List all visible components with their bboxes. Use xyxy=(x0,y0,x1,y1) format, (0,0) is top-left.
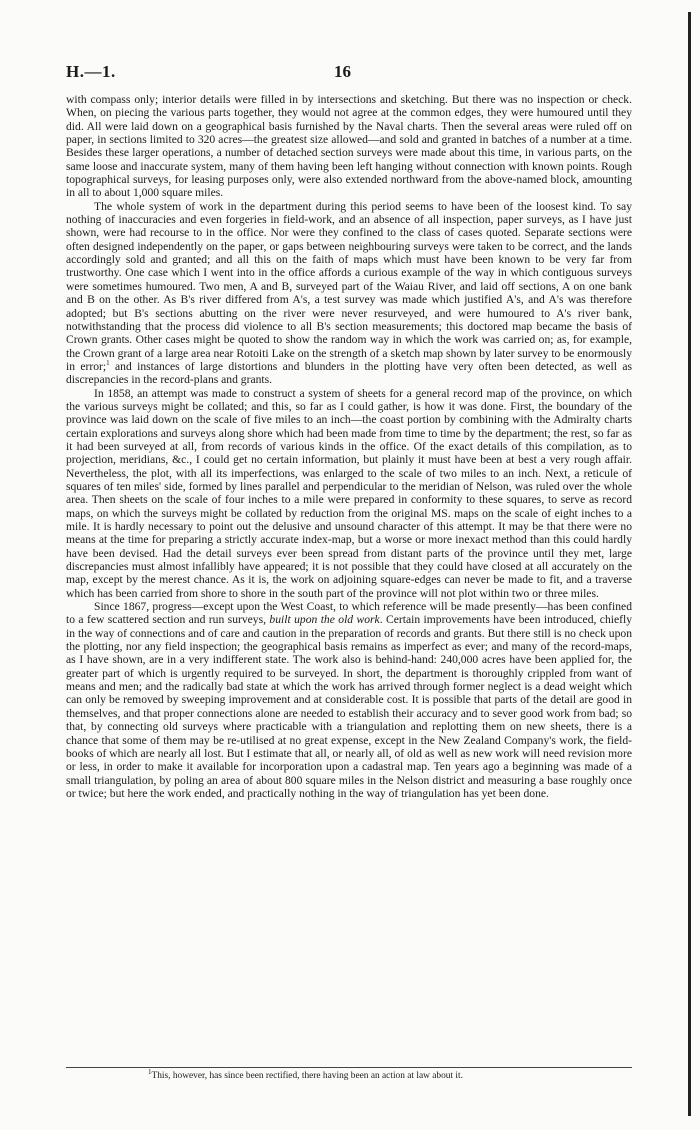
paragraph-text: and instances of large distortions and blunders in the plotting have very often been detected, as well as discrepancies in the record-plans and grants. xyxy=(66,359,632,387)
body-paragraph xyxy=(66,200,632,387)
paragraph-text: built upon the old work xyxy=(269,613,380,627)
body-paragraph xyxy=(66,600,632,800)
body-text xyxy=(66,93,632,800)
document-id: H.—1. xyxy=(66,62,116,81)
paragraph-text: with compass only; interior details were filled in by intersections and sketching. But there was no inspection or check. When, on piecing the various parts together, they would not agree at the common edges, they were humoured until they did. All were laid down on a geographical basis furnished by the Naval charts. Then the several areas were ruled off on paper, in sections limited to 320 acres—the greatest size allowed—and sold and granted in batches of a number at a time. Besides these larger operations, a number of detached section surveys were made about this time, in various parts, on the same loose and inaccurate system, many of them having been left hanging without connection with known points. Rough topographical surveys, for leasing purposes only, were also extended northward from the above-named block, amounting in all to about 1,000 square miles. xyxy=(66,93,632,200)
paragraph-text: The whole system of work in the department during this period seems to have been of the loosest kind. To say nothing of inaccuracies and even forgeries in field-work, and an absence of all inspection, paper surveys, as I have just shown, were had recourse to in the office. Nor were they confined to the class of cases quoted. Separate sections were often designed independently on the paper, or gaps between neighbouring surveys were taken to be correct, and the lands accordingly sold and granted; and all this on the faith of maps which must have been known to be very far from trustworthy. One case which I went into in the office affords a curious example of the way in which contiguous surveys were sometimes humoured. Two men, A and B, surveyed part of the Waiau River, and laid off sections, A on one bank and B on the other. As B's river differed from A's, a test survey was made which justified A's, and A's was therefore adopted; but B's sections abutting on the river were never resurveyed, and were humoured to A's river bank, notwithstanding that the process did violence to all B's section measurements; this doctored map became the basis of Crown grants. Other cases might be quoted to show the random way in which the work was carried on; as, for example, the Crown grant of a large area near Rotoiti Lake on the strength of a sketch map shown by later survey to be enormously in error; xyxy=(66,199,632,373)
paragraph-text: Since 1867, progress—except upon the West Coast, to which reference will be made presently—has been confined to a few scattered section and run surveys, xyxy=(66,600,632,627)
body-paragraph xyxy=(66,93,632,200)
paragraph-text: . Certain improvements have been introduced, chiefly in the way of connections and of care and caution in the preparation of records and grants. But there still is no check upon the plotting, nor any field inspection; the geographical basis remains as imperfect as ever; and many of the record-maps, as I have shown, are in a very indifferent state. The work also is behind-hand: 240,000 acres have been applied for, the greater part of which is urgently required to be surveyed. In short, the department is thoroughly crippled from want of means and men; and the radically bad state at which the work has arrived through former neglect is a dead weight which can only be removed by sweeping improvement and at considerable cost. It is possible that parts of the detail are good in themselves, and that proper connections alone are needed to establish their accuracy and to sever good work from bad; so that, by connecting old surveys where practicable with a triangulation and replotting them on new sheets, there is a chance that some of them may be re-utilised at no great expense, except in the New Zealand Company's work, the field-books of which are nearly all lost. But I estimate that all, or nearly all, of old as well as new work will need revision more or less, in order to make it available for incorporation upon a cadastral map. Ten years ago a beginning was made of a small triangulation, by poling an area of about 800 square miles in the Nelson district and measuring a base roughly once or twice; but here the work ended, and practically nothing in the way of triangulation has yet been done. xyxy=(66,613,632,800)
page-number: 16 xyxy=(334,62,351,81)
footnote-reference: 1 xyxy=(106,359,110,368)
footnote-marker: 1 xyxy=(148,1067,152,1076)
paragraph-text: In 1858, an attempt was made to construct a system of sheets for a general record map of the province, on which the various surveys might be collated; and this, so far as I could gather, is how it was done. First, the boundary of the province was laid down on the scale of five miles to an inch—the coast portion by combining with the Admiralty charts certain explorations and surveys along shore which had been made from time to time by the department; the rest, so far as it had been surveyed at all, from records of various kinds in the office. Of the exact details of this compilation, as to projection, meridians, &c., I could get no certain information, but plainly it must have been at best a very rough affair. Nevertheless, the plot, with all its imperfections, was enlarged to the scale of two miles to an inch. Next, a reticule of squares of ten miles' side, formed by lines parallel and perpendicular to the meridian of Nelson, was ruled over the whole area. Then sheets on the scale of four inches to a mile were prepared in conformity to these squares, to serve as record maps, on which the surveys might be collated by reduction from the original MS. maps on the scale of eight inches to a mile. It is hardly necessary to point out the delusive and unsound character of this attempt. It may be that there were no means at the time for preparing a strictly accurate index-map, but a worse or more inexact method than this could hardly have been devised. Had the detail surveys ever been spread from distant parts of the province until they met, large discrepancies must almost infallibly have appeared; it is not possible that they could have closed at all accurately on the map, except by the merest chance. As it is, the work on adjoining square-edges can never be made to fit, and a traverse which has been carried from shore to shore in the south part of the province will not plot within two or three miles. xyxy=(66,386,632,600)
footnote-text: This, however, has since been rectified, there having been an action at law about it. xyxy=(151,1071,463,1081)
body-paragraph xyxy=(66,387,632,601)
footnote xyxy=(148,1067,608,1082)
page-header xyxy=(66,62,632,82)
binding-edge xyxy=(688,12,691,1116)
